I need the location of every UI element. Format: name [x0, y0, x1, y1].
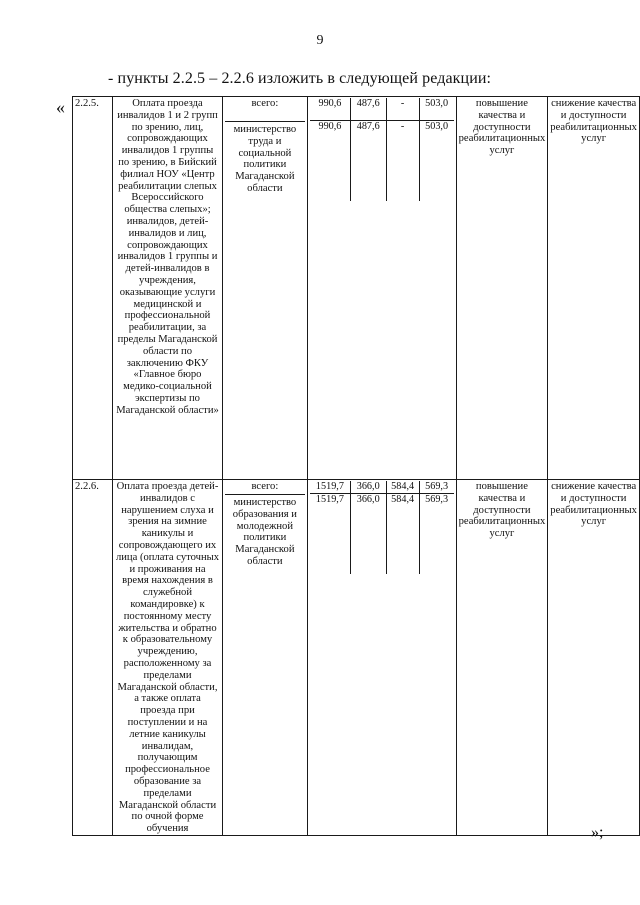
funding-value: 569,3: [419, 481, 453, 494]
funding-value: 503,0: [425, 121, 449, 132]
funding-table: [310, 481, 453, 574]
row-number: 2.2.6.: [73, 480, 113, 836]
executor-cell: [222, 97, 307, 480]
funding-total-row: [310, 98, 453, 121]
row-number: 2.2.5.: [73, 97, 113, 480]
funding-value: 584,4: [386, 494, 419, 575]
funding-value: 487,6: [350, 98, 386, 121]
non-implementation-effect: снижение качества и доступности реабилитационных услуг: [548, 480, 640, 836]
total-label: всего:: [225, 481, 305, 495]
funding-cell: [308, 480, 456, 836]
funding-value: 487,6: [350, 121, 386, 202]
program-table: [72, 96, 640, 836]
funding-value: 1519,7: [310, 494, 350, 575]
measure-name: Оплата проезда детей-инвалидов с нарушением слуха и зрения на зимние каникулы и сопровождающего их лица (оплата суточных и проживания на время нахождения в служебной командировке) к постоянному месту жительства и обратно к образовательному учреждению, расположенному за пределами Магаданской области, а также оплата проезда при поступлении и на летние каникулы инвалидам, получающим профессиональное образование за пределами Магаданской области по очной форме обучения: [113, 480, 222, 836]
expected-result: повышение качества и доступности реабилитационных услуг: [456, 480, 548, 836]
non-implementation-effect: снижение качества и доступности реабилитационных услуг: [548, 97, 640, 480]
funding-value: -: [386, 98, 419, 121]
total-label: всего:: [225, 98, 305, 122]
table-row: [73, 480, 640, 836]
executor-cell: [222, 480, 307, 836]
expected-result: повышение качества и доступности реабилитационных услуг: [456, 97, 548, 480]
funding-table: [310, 98, 453, 201]
funding-value: 1519,7: [310, 481, 350, 494]
funding-value: 503,0: [419, 98, 453, 121]
funding-value: -: [386, 121, 419, 202]
funding-value: 366,0: [350, 494, 386, 575]
funding-value: 569,3: [425, 494, 449, 505]
funding-executor-row: [310, 494, 453, 575]
funding-cell: [308, 97, 456, 480]
funding-executor-row: [310, 121, 453, 202]
executor-name: министерство образования и молодежной политики Магаданской области: [232, 497, 297, 567]
funding-value: 584,4: [386, 481, 419, 494]
open-quote: «: [56, 97, 65, 117]
page-number: 9: [316, 33, 324, 48]
executor-name: министерство труда и социальной политики Магаданской области: [233, 124, 297, 194]
funding-value: 990,6: [310, 98, 350, 121]
close-quote: »;: [591, 824, 604, 841]
measure-name: Оплата проезда инвалидов 1 и 2 групп по зрению, лиц, сопровождающих инвалидов 1 группы по зрению, в Бийский филиал НОУ «Центр реабилитации слепых Всероссийского общества слепых»; инвалидов, детей-инвалидов и лиц, сопровождающих инвалидов 1 группы и детей-инвалидов в учреждения, оказывающие услуги медицинской и профессиональной реабилитации, за пределы Магаданской области по заключению ФКУ «Главное бюро медико-социальной экспертизы по Магаданской области»: [113, 97, 222, 480]
funding-value: 990,6: [310, 121, 350, 202]
funding-total-row: [310, 481, 453, 494]
intro-text: - пункты 2.2.5 – 2.2.6 изложить в следующей редакции:: [108, 70, 492, 87]
funding-value: 366,0: [350, 481, 386, 494]
table-row: [73, 97, 640, 480]
